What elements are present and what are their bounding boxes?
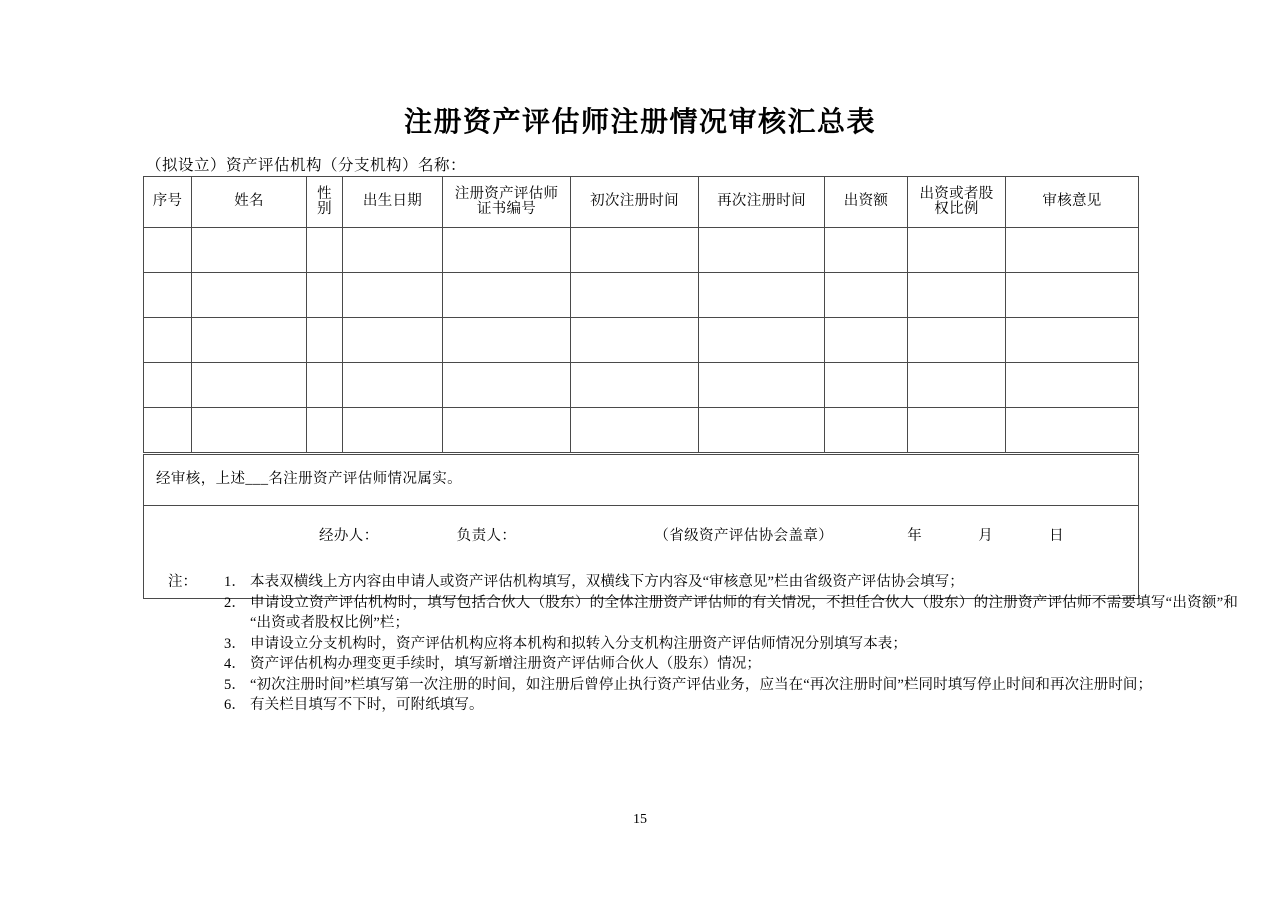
cell-certificate-number[interactable] [443,363,571,408]
col-header-line: 审核意见 [1042,193,1102,210]
cell-equity-ratio[interactable] [908,363,1006,408]
col-header-line: 出生日期 [362,193,423,210]
table-row[interactable] [144,318,1139,363]
col-header-line: 别 [317,201,332,217]
cell-first-registration-date[interactable] [571,318,699,363]
col-header-serial-number [144,177,192,228]
cell-contribution-amount[interactable] [825,273,908,318]
note-text: “初次注册时间”栏填写第一次注册的时间，如注册后曾停止执行资产评估业务，应当在“再次注册时间”栏同时填写停止时间和再次注册时间； [250,676,1153,693]
handler-label: 经办人： [319,528,379,544]
cell-certificate-number[interactable] [443,273,571,318]
confirmation-row [144,454,1139,506]
note-number: 1． [224,574,246,590]
cell-gender[interactable] [307,318,343,363]
col-header-line: 权比例 [934,201,979,217]
cell-first-registration-date[interactable] [571,273,699,318]
col-header-line: 出资或者股 [919,185,994,202]
cell-certificate-number[interactable] [443,408,571,454]
note-number: 5． [224,676,246,693]
seal-label: （省级资产评估协会盖章） [654,528,834,544]
cell-serial-number[interactable] [144,408,192,454]
cell-review-opinion[interactable] [1006,408,1139,454]
cell-full-name[interactable] [192,318,307,363]
cell-re-registration-date[interactable] [699,273,825,318]
cell-review-opinion[interactable] [1006,228,1139,273]
table-header-row [144,177,1139,228]
responsible-label: 负责人： [456,528,517,544]
cell-review-opinion[interactable] [1006,363,1139,408]
col-header-line: 姓名 [234,193,264,210]
cell-contribution-amount[interactable] [825,363,908,408]
note-item [224,593,1238,634]
cell-birth-date[interactable] [343,228,443,273]
cell-serial-number[interactable] [144,318,192,363]
note-text: 有关栏目填写不下时，可附纸填写。 [250,697,484,714]
cell-re-registration-date[interactable] [699,363,825,408]
col-header-equity-ratio [908,177,1006,228]
note-number: 6． [224,697,246,714]
cell-equity-ratio[interactable] [908,408,1006,454]
note-number: 2． [224,594,246,611]
col-header-line: 注册资产评估师 [454,185,559,202]
note-text: 本表双横线上方内容由申请人或资产评估机构填写，双横线下方内容及“审核意见”栏由省级资产评估协会填写； [250,574,964,590]
cell-serial-number[interactable] [144,228,192,273]
cell-birth-date[interactable] [343,408,443,454]
table-row[interactable] [144,273,1139,318]
table-body [144,228,1139,599]
col-header-review-opinion [1006,177,1139,228]
col-header-re-registration-date [699,177,825,228]
note-text: 申请设立资产评估机构时，填写包括合伙人（股东）的全体注册资产评估师的有关情况，不担任合伙人（股东）的注册资产评估师不需要填写“出资额”和“出资或者股权比例”栏； [250,594,1238,632]
cell-re-registration-date[interactable] [699,228,825,273]
cell-birth-date[interactable] [343,318,443,363]
cell-contribution-amount[interactable] [825,408,908,454]
col-header-line: 再次注册时间 [717,193,806,210]
day-label: 日 [1049,528,1065,544]
notes-list [224,572,1238,716]
page-title: 注册资产评估师注册情况审核汇总表 [403,105,876,138]
cell-first-registration-date[interactable] [571,228,699,273]
col-header-line: 出资额 [843,193,889,210]
table-row[interactable] [144,363,1139,408]
cell-certificate-number[interactable] [443,228,571,273]
note-number: 4． [224,656,246,673]
cell-first-registration-date[interactable] [571,363,699,408]
page-number: 15 [633,812,647,827]
cell-serial-number[interactable] [144,273,192,318]
cell-full-name[interactable] [192,228,307,273]
note-item [224,654,1238,675]
note-item [224,634,1238,655]
col-header-gender [307,177,343,228]
note-text: 申请设立分支机构时，资产评估机构应将本机构和拟转入分支机构注册资产评估师情况分别填写本表； [250,635,907,652]
col-header-birth-date [343,177,443,228]
cell-re-registration-date[interactable] [699,318,825,363]
organization-name-line: （拟设立）资产评估机构（分支机构）名称： [146,157,467,174]
cell-serial-number[interactable] [144,363,192,408]
cell-contribution-amount[interactable] [825,318,908,363]
cell-full-name[interactable] [192,408,307,454]
col-header-full-name [192,177,307,228]
cell-gender[interactable] [307,408,343,454]
col-header-contribution-amount [825,177,908,228]
col-header-certificate-number [443,177,571,228]
cell-contribution-amount[interactable] [825,228,908,273]
col-header-line: 序号 [152,193,183,210]
confirmation-text: 经审核，上述___名注册资产评估师情况属实。 [144,454,1139,506]
cell-equity-ratio[interactable] [908,273,1006,318]
note-number: 3． [224,635,246,652]
registration-summary-table [143,176,1139,599]
cell-review-opinion[interactable] [1006,273,1139,318]
table-row[interactable] [144,408,1139,454]
cell-birth-date[interactable] [343,273,443,318]
col-header-line: 初次注册时间 [590,193,679,210]
note-item [224,695,1238,716]
cell-equity-ratio[interactable] [908,318,1006,363]
cell-gender[interactable] [307,228,343,273]
month-label: 月 [978,528,994,544]
col-header-line: 性 [317,185,332,202]
cell-gender[interactable] [307,273,343,318]
cell-gender[interactable] [307,363,343,408]
col-header-first-registration-date [571,177,699,228]
cell-full-name[interactable] [192,363,307,408]
cell-full-name[interactable] [192,273,307,318]
cell-birth-date[interactable] [343,363,443,408]
col-header-line: 证书编号 [476,201,537,217]
note-item [224,572,1238,593]
cell-review-opinion[interactable] [1006,318,1139,363]
table-row[interactable] [144,228,1139,273]
signature-line [144,528,1138,545]
note-text: 资产评估机构办理变更手续时，填写新增注册资产评估师合伙人（股东）情况； [250,656,761,673]
notes-section [168,572,1238,716]
year-label: 年 [907,528,923,544]
note-item [224,675,1238,696]
cell-first-registration-date[interactable] [571,408,699,454]
cell-re-registration-date[interactable] [699,408,825,454]
cell-certificate-number[interactable] [443,318,571,363]
notes-label: 注： [168,574,197,590]
cell-equity-ratio[interactable] [908,228,1006,273]
